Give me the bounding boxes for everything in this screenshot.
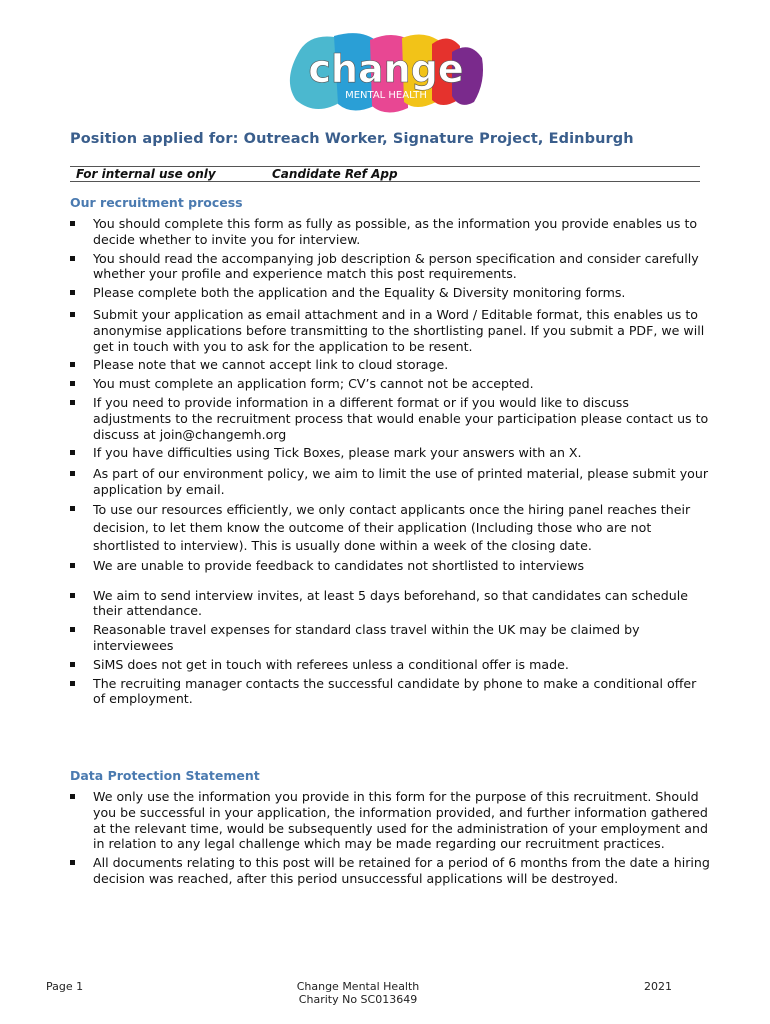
footer-year: 2021 — [644, 980, 672, 993]
internal-use-label: For internal use only — [76, 167, 216, 181]
bullet-icon — [70, 381, 75, 386]
bullet-icon — [70, 221, 75, 226]
footer-org-block — [258, 980, 458, 1006]
bullet-icon — [70, 794, 75, 799]
bullet-icon — [70, 593, 75, 598]
bullet-icon — [70, 681, 75, 686]
logo-word: change — [308, 47, 464, 91]
bullet-icon — [70, 627, 75, 632]
bullet-icon — [70, 471, 75, 476]
list-item: To use our resources efficiently, we only contact applicants once the hiring panel reaches their decision, to let them know the outcome of their application (Including those who are not shortlisted to interview). This is usually done within a week of the closing date. — [70, 501, 710, 555]
bullet-icon — [70, 662, 75, 667]
change-logo — [282, 30, 492, 120]
list-item: You must complete an application form; CV’s cannot not be accepted. — [70, 376, 710, 392]
list-item: Please complete both the application and the Equality & Diversity monitoring forms. — [70, 285, 710, 301]
list-item: We aim to send interview invites, at least 5 days beforehand, so that candidates can schedule their attendance. — [70, 588, 710, 620]
bullet-icon — [70, 563, 75, 568]
list-item: Submit your application as email attachment and in a Word / Editable format, this enables us to anonymise applications before transmitting to the shortlisting panel. If you submit a PDF, we will get in touch with you to ask for the application to be resent. — [70, 307, 710, 354]
footer-org: Change Mental Health — [296, 980, 420, 993]
bullet-icon — [70, 290, 75, 295]
list-item: All documents relating to this post will be retained for a period of 6 months from the date a hiring decision was reached, after this period unsuccessful applications will be destroyed. — [70, 855, 710, 887]
list-item: We only use the information you provide in this form for the purpose of this recruitment. Should you be successful in your application, the information provided, and further information gathered at the relevant time, would be subsequently used for the administration of your employment and in relation to any legal challenge which may be made regarding our recruitment practices. — [70, 789, 710, 852]
list-item: SiMS does not get in touch with referees unless a conditional offer is made. — [70, 657, 710, 673]
bullet-icon — [70, 362, 75, 367]
logo-tagline: MENTAL HEALTH — [345, 90, 427, 101]
data-protection-list — [70, 789, 710, 890]
list-item: Please note that we cannot accept link to cloud storage. — [70, 357, 710, 373]
list-item: If you have difficulties using Tick Boxes, please mark your answers with an X. — [70, 445, 710, 461]
data-protection-heading: Data Protection Statement — [70, 768, 260, 783]
bullet-icon — [70, 256, 75, 261]
list-item: As part of our environment policy, we aim to limit the use of printed material, please submit your application by email. — [70, 466, 710, 498]
bullet-icon — [70, 312, 75, 317]
footer-charity: Charity No SC013649 — [298, 993, 418, 1006]
footer-page: Page 1 — [46, 980, 84, 993]
bullet-icon — [70, 450, 75, 455]
list-item: If you need to provide information in a different format or if you would like to discuss adjustments to the recruitment process that would enable your participation please contact us to discuss at join@changemh.org — [70, 395, 710, 442]
candidate-ref-label: Candidate Ref App — [272, 167, 398, 181]
page-title: Position applied for: Outreach Worker, Signature Project, Edinburgh — [70, 131, 634, 147]
bullet-icon — [70, 506, 75, 511]
recruitment-heading: Our recruitment process — [70, 195, 243, 210]
bullet-icon — [70, 860, 75, 865]
list-item: We are unable to provide feedback to candidates not shortlisted to interviews — [70, 558, 710, 574]
list-item: Reasonable travel expenses for standard class travel within the UK may be claimed by interviewees — [70, 622, 710, 654]
list-item: You should read the accompanying job description & person specification and consider carefully whether your profile and experience match this post requirements. — [70, 251, 710, 283]
recruitment-list — [70, 216, 710, 710]
list-item: You should complete this form as fully as possible, as the information you provide enables us to decide whether to invite you for interview. — [70, 216, 710, 248]
list-item: The recruiting manager contacts the successful candidate by phone to make a conditional offer of employment. — [70, 676, 710, 708]
internal-use-bar — [70, 166, 700, 182]
bullet-icon — [70, 400, 75, 405]
